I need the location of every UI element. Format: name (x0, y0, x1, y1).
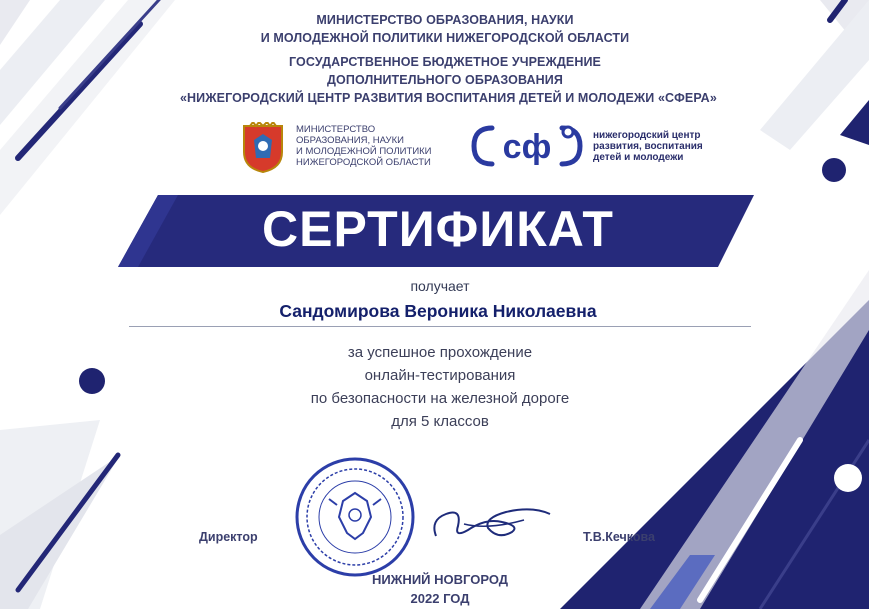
recipient-name: Сандомирова Вероника Николаевна (279, 301, 597, 321)
description-line: для 5 классов (391, 413, 489, 430)
director-name: Т.В.Кечкова (583, 530, 655, 544)
bg-dot (834, 464, 862, 492)
bg-stripe (0, 0, 30, 45)
coat-of-arms-icon (240, 122, 286, 174)
sfera-logo-icon (470, 122, 585, 170)
receives-label: получает (410, 278, 470, 294)
bg-stripe (0, 0, 175, 215)
bg-stripe (840, 100, 869, 145)
sfera-logo-line: развития, воспитания (593, 141, 703, 152)
name-underline (129, 326, 751, 327)
year-label: 2022 ГОД (410, 591, 470, 606)
sfera-logo-text (593, 130, 733, 163)
ministry-logo-line: НИЖЕГОРОДСКОЙ ОБЛАСТИ (296, 157, 431, 168)
sfera-mark-text: сф (502, 128, 552, 166)
official-seal (293, 455, 417, 579)
ministry-logo-line: И МОЛОДЕЖНОЙ ПОЛИТИКИ (296, 146, 432, 157)
city-label: НИЖНИЙ НОВГОРОД (371, 572, 509, 587)
description-line: по безопасности на железной дороге (310, 390, 570, 407)
director-role: Директор (199, 530, 258, 544)
header-line: ДОПОЛНИТЕЛЬНОГО ОБРАЗОВАНИЯ (327, 73, 563, 87)
header-line: И МОЛОДЕЖНОЙ ПОЛИТИКИ НИЖЕГОРОДСКОЙ ОБЛАСТИ (260, 31, 630, 45)
description-line: онлайн-тестирования (364, 367, 516, 384)
ministry-logo-text (296, 124, 456, 168)
header-line: «НИЖЕГОРОДСКИЙ ЦЕНТР РАЗВИТИЯ ВОСПИТАНИЯ ДЕТЕЙ И МОЛОДЕЖИ «СФЕРА» (180, 91, 717, 105)
description-line: за успешное прохождение (347, 344, 533, 361)
sfera-logo-line: детей и молодежи (593, 152, 684, 163)
certificate-title: СЕРТИФИКАТ (262, 201, 614, 257)
ministry-logo-line: МИНИСТЕРСТВО (296, 124, 376, 135)
header-line: МИНИСТЕРСТВО ОБРАЗОВАНИЯ, НАУКИ (316, 13, 574, 27)
bg-dot (822, 158, 846, 182)
header-line: ГОСУДАРСТВЕННОЕ БЮДЖЕТНОЕ УЧРЕЖДЕНИЕ (289, 55, 601, 69)
director-signature (428, 500, 558, 544)
sfera-logo-line: нижегородский центр (593, 130, 701, 141)
ministry-logo-line: ОБРАЗОВАНИЯ, НАУКИ (296, 135, 404, 146)
bg-dot (79, 368, 105, 394)
